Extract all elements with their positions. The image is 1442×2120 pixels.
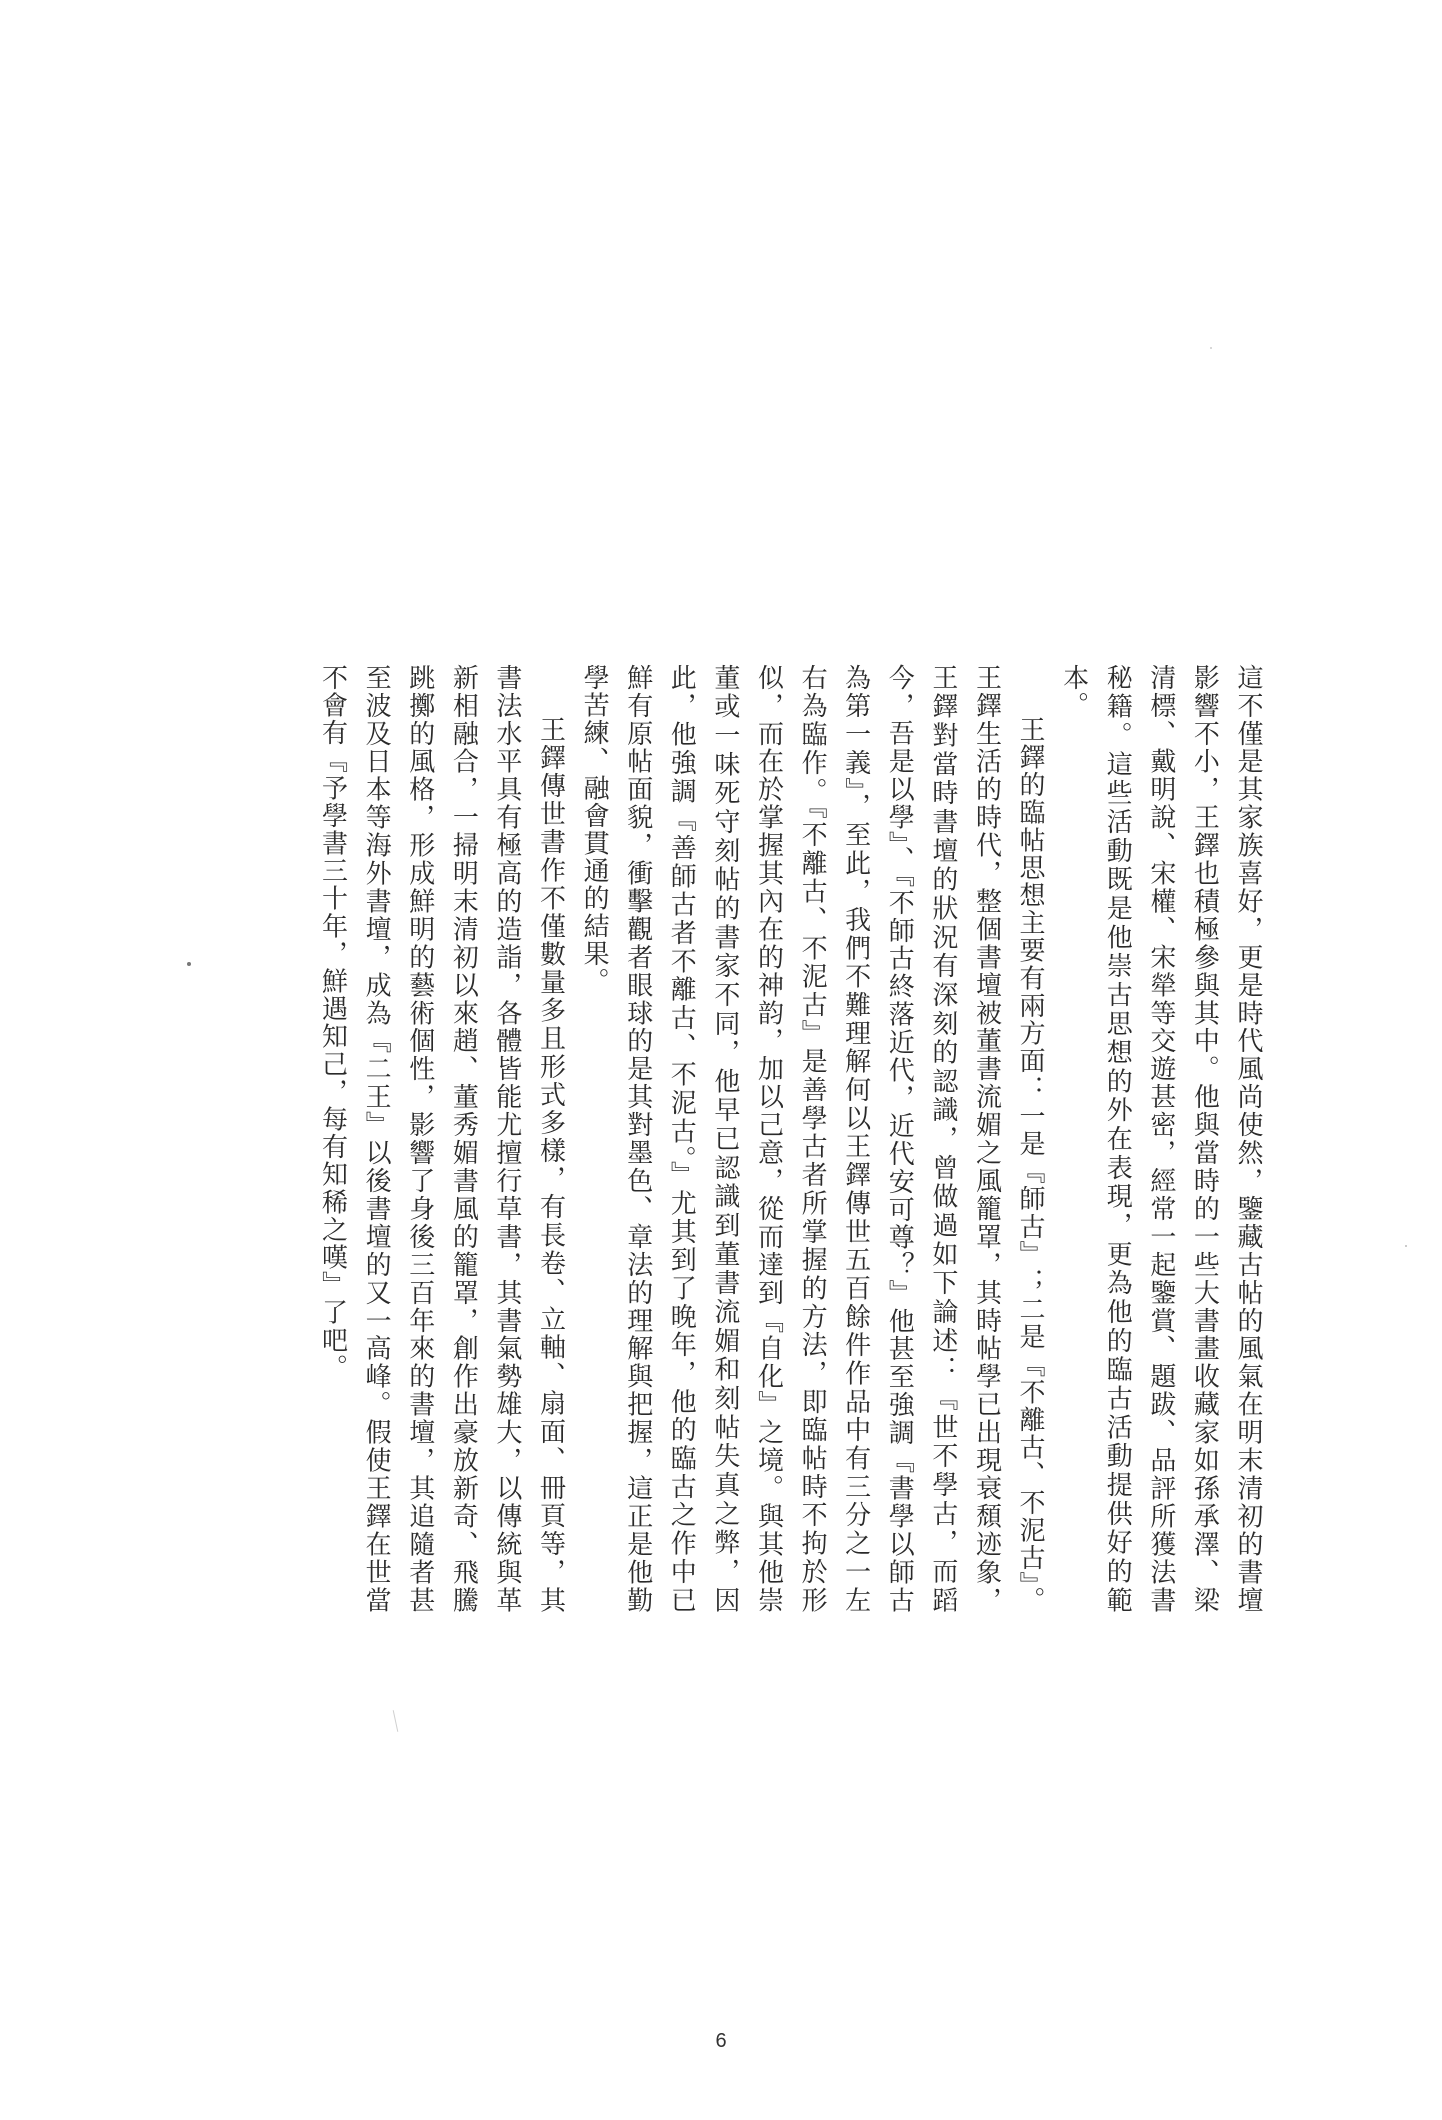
scan-speck <box>1210 347 1212 349</box>
scan-speck <box>1405 1245 1407 1247</box>
vertical-text-block <box>269 664 1269 1614</box>
paragraph-2: 王鐸的臨帖思想主要有兩方面：一是『師古』；二是『不離古、不泥古』。王鐸生活的時代，整個書壇被董書流媚之風籠罩，其時帖學已出現衰頹迹象，王鐸對當時書壇的狀況有深刻的認識，曾做過如下論述：『世不學古，而蹈今，吾是以學』、『不師古終落近代，近代安可尊？』他甚至強調『書學以師古為第一義』，至此，我們不難理解何以王鐸傳世五百餘件作品中有三分之一左右為臨作。『不離古、不泥古』是善學古者所掌握的方法，即臨帖時不拘於形似，而在於掌握其內在的神韵，加以己意，從而達到『自化』之境。與其他崇董或一味死守刻帖的書家不同，他早已認識到董書流媚和刻帖失真之弊，因此，他強調『善師古者不離古、不泥古。』尤其到了晚年，他的臨古之作中已鮮有原帖面貌，衝擊觀者眼球的是其對墨色、章法的理解與把握，這正是他勤學苦練、融會貫通的結果。 <box>579 664 1046 1614</box>
paragraph-3: 王鐸傳世書作不僅數量多且形式多樣，有長卷、立軸、扇面、冊頁等，其書法水平具有極高的造詣，各體皆能尤擅行草書，其書氣勢雄大，以傳統與革新相融合，一掃明末清初以來趙、董秀媚書風的籠罩，創作出豪放新奇、飛騰跳擲的風格，形成鮮明的藝術個性，影響了身後三百年來的書壇，其追隨者甚至波及日本等海外書壇，成為『二王』以後書壇的又一高峰。假使王鐸在世當不會有『予學書三十年，鮮遇知己，每有知稀之嘆』了吧。 <box>317 664 566 1614</box>
paragraph-1: 這不僅是其家族喜好，更是時代風尚使然，鑒藏古帖的風氣在明末清初的書壇影響不小，王鐸也積極參與其中。他與當時的一些大書畫收藏家如孫承澤、梁清標、戴明說、宋權、宋犖等交遊甚密，經常一起鑒賞、題跋、品評所獲法書秘籍。這些活動既是他崇古思想的外在表現，更為他的臨古活動提供好的範本。 <box>1058 664 1263 1614</box>
scan-speck <box>187 962 191 966</box>
scan-scratch <box>393 1710 399 1732</box>
page-number: 6 <box>715 2030 727 2052</box>
